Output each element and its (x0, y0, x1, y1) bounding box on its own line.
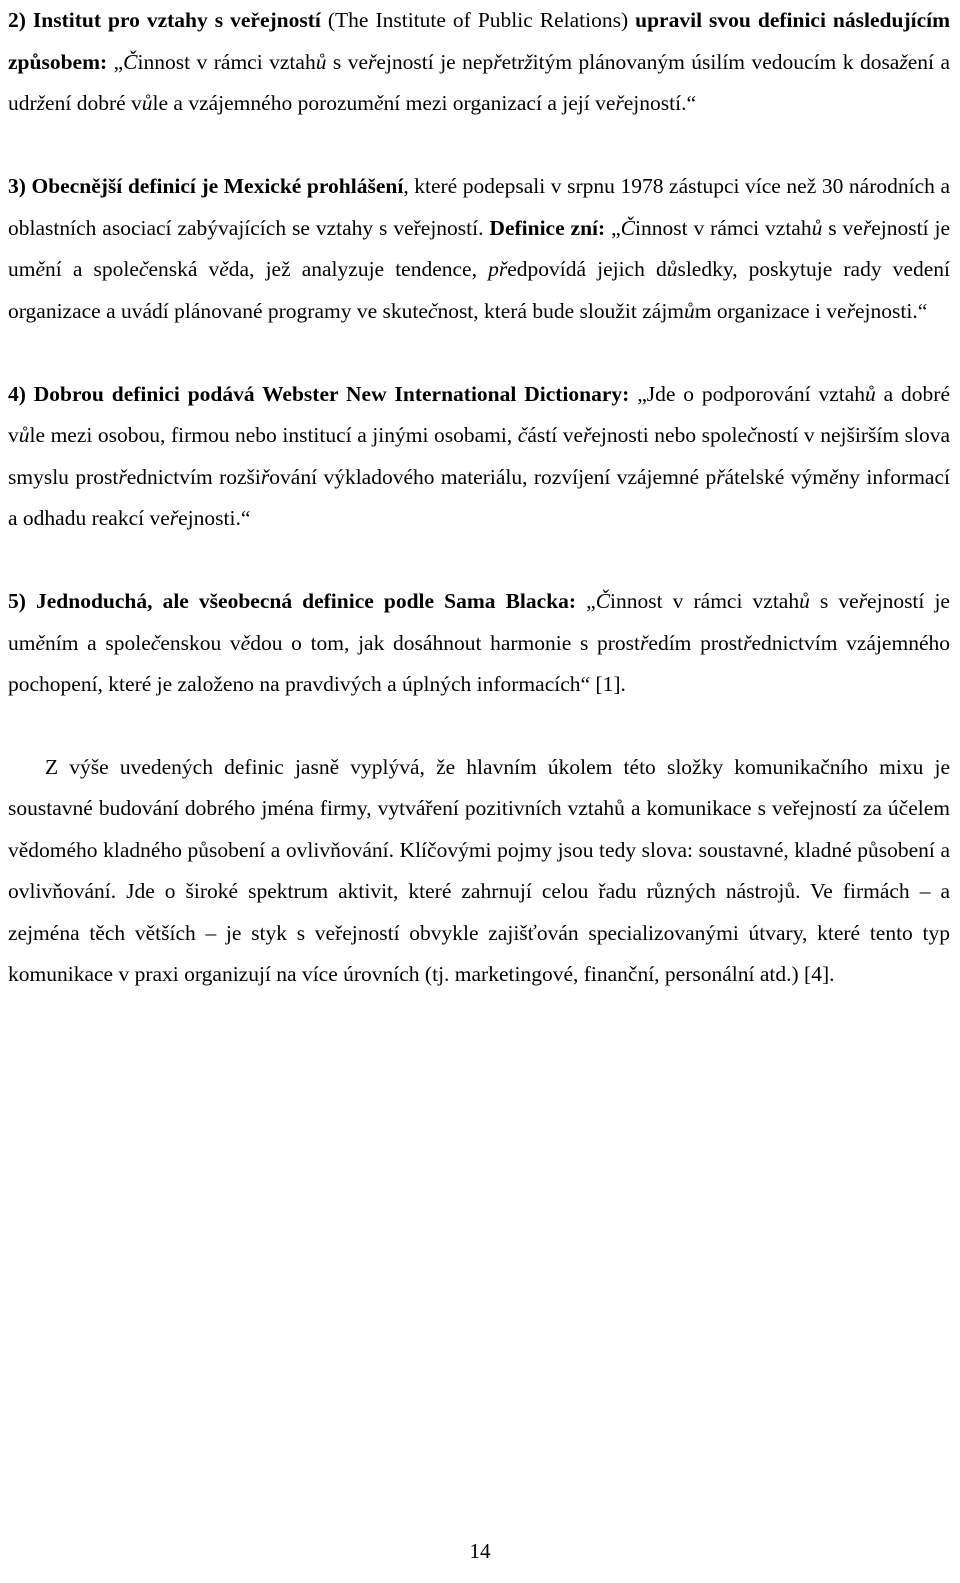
text-segment: a dobré v (8, 381, 951, 447)
text-segment: ů (666, 257, 678, 281)
text-segment: edím prost (648, 630, 744, 655)
text-segment: Z výše uvedených definic jasně vyplývá, že hlavním úkolem této složky komunikačního mixu je soustavné budování dobrého jména firmy, vytváření pozitivních vztahů a komunikace s veřejností za účelem vědomého kladného působení a ovlivňování. Klíčovými pojmy jsou tedy slova: soustavné, kladné působení a ovlivňování. Jde o široké spektrum aktivit, které zahrnují celou řadu různých nástrojů. Ve firmách – a zejména těch větších – je styk s veřejností obvykle zajišťován specializovanými útvary, které tento typ komunikace v praxi organizují na více úrovních (tj. marketingové, finanční, personální atd.) [4]. (8, 754, 950, 986)
text-segment: ě (374, 91, 384, 115)
text-segment: enská v (148, 257, 220, 281)
text-segment: ř (846, 298, 855, 323)
text-segment: ení dobré v (45, 91, 142, 115)
text-segment: č (150, 630, 161, 655)
text-segment: ejnosti.“ (178, 506, 251, 530)
text-segment: ř (858, 589, 868, 613)
text-segment: ejností je um (8, 215, 950, 281)
text-segment: s ve (326, 49, 369, 74)
text-segment: nost, která bude sloužit zájm (437, 298, 685, 323)
text-segment: ř (118, 464, 127, 489)
text-segment: př (488, 257, 508, 281)
paragraph-definition-3 (8, 166, 950, 332)
text-segment: ů (315, 49, 327, 74)
text-segment: ejností je nep (376, 49, 494, 74)
text-segment: ednictvím vzájemného pochopení, které je založeno na pravdivých a úplných informacích“ [1]. (8, 630, 950, 696)
text-segment: sledky, poskytuje rady vedení organizace a uvádí plánované programy ve skute (8, 257, 950, 323)
text-segment: ř (743, 630, 752, 655)
text-segment: ejnosti nebo spole (591, 423, 748, 447)
text-segment: ů (684, 298, 695, 323)
text-segment: ů (799, 589, 810, 613)
text-segment: s ve (822, 215, 863, 240)
paragraph-definition-2 (8, 0, 950, 125)
text-segment: ě (35, 630, 46, 655)
text-segment: ž (36, 91, 46, 115)
text-segment: Definice zní: (489, 215, 606, 240)
text-segment: ů (141, 91, 153, 115)
text-segment: innost v rámci vztah (137, 49, 316, 74)
text-segment: č (747, 423, 757, 447)
text-segment: le a vzájemného porozum (152, 91, 374, 115)
text-segment: ě (219, 257, 229, 281)
text-segment: (The Institute of Public Relations) (320, 8, 636, 32)
text-segment: ě (35, 257, 46, 281)
text-segment: m organizace i ve (694, 298, 847, 323)
text-segment: ejností je um (8, 589, 950, 655)
text-segment: ě (240, 630, 251, 655)
text-segment: ž (524, 49, 533, 74)
text-segment: 2) Institut pro vztahy s veřejností (8, 8, 321, 32)
text-segment: ř (862, 215, 872, 240)
text-segment: ů (865, 381, 876, 406)
text-segment: ní mezi organizací a její ve (383, 91, 616, 115)
text-segment: ností v nejširším slova smyslu prost (8, 423, 950, 489)
text-segment: ř (260, 464, 270, 489)
text-segment: ování výkladového materiálu, rozvíjení vzájemné p (269, 464, 717, 489)
text-segment: Č (620, 215, 636, 240)
text-segment: , které podepsali v srpnu 1978 zástupci více než 30 národních a oblastních asociací zabývajících se vztahy s veřejností. (8, 174, 950, 240)
text-segment: ř (615, 91, 624, 115)
text-segment: ř (169, 506, 179, 530)
text-segment: ejností.“ (623, 91, 696, 115)
paragraph-definition-4 (8, 374, 950, 540)
text-segment: „Jde o podporování vztah (629, 381, 866, 406)
text-segment: č (427, 298, 438, 323)
text-segment: Č (123, 49, 138, 74)
text-segment: etr (501, 49, 525, 74)
text-segment: č (138, 257, 149, 281)
text-segment: ě (828, 464, 839, 489)
text-segment: upravil svou definici následujícím způsobem: (8, 8, 950, 74)
text-segment: 4) Dobrou definici podává Webster New International Dictionary: (8, 381, 630, 406)
paragraph-definition-5 (8, 581, 950, 706)
text-segment: ř (368, 49, 377, 74)
page-number: 14 (469, 1539, 491, 1563)
text-segment: ř (493, 49, 502, 74)
text-segment: s ve (809, 589, 859, 613)
text-segment: 5) Jednoduchá, ale všeobecná definice podle Sama Blacka: (8, 589, 577, 613)
text-segment: ř (583, 423, 592, 447)
text-segment: edpovídá jejich d (507, 257, 667, 281)
text-segment: dou o tom, jak dosáhnout harmonie s prost (250, 630, 641, 655)
text-segment: átelské vým (724, 464, 829, 489)
text-segment: ř (716, 464, 725, 489)
text-segment: ejnosti.“ (854, 298, 928, 323)
text-segment: „ (605, 215, 621, 240)
text-segment: ny informací a odhadu reakcí ve (8, 464, 950, 530)
text-segment: „ (576, 589, 596, 613)
text-segment: itým plánovaným úsilím vedoucím k dosa (532, 49, 900, 74)
text-segment: ní a spole (45, 257, 139, 281)
text-segment: innost v rámci vztah (635, 215, 812, 240)
text-segment: ení a udr (8, 49, 951, 115)
text-segment: enskou v (160, 630, 241, 655)
text-segment: ů (811, 215, 823, 240)
text-segment: le mezi osobou, firmou nebo institucí a jinými osobami, (29, 423, 518, 447)
text-segment: 3) Obecnější definicí je Mexické prohlášení (8, 174, 404, 198)
text-segment: ř (640, 630, 649, 655)
text-segment: ním a spole (45, 630, 151, 655)
paragraph-conclusion (8, 747, 950, 996)
text-segment: ástí ve (527, 423, 584, 447)
text-segment: Č (595, 589, 611, 613)
text-segment: ž (899, 49, 908, 74)
text-segment: innost v rámci vztah (610, 589, 800, 613)
text-segment: „ (107, 49, 124, 74)
text-segment: č (517, 423, 528, 447)
document-page (8, 0, 950, 996)
text-segment: da, jež analyzuje tendence, (228, 257, 489, 281)
text-segment: ednictvím rozši (126, 464, 261, 489)
text-segment: ů (18, 423, 30, 447)
